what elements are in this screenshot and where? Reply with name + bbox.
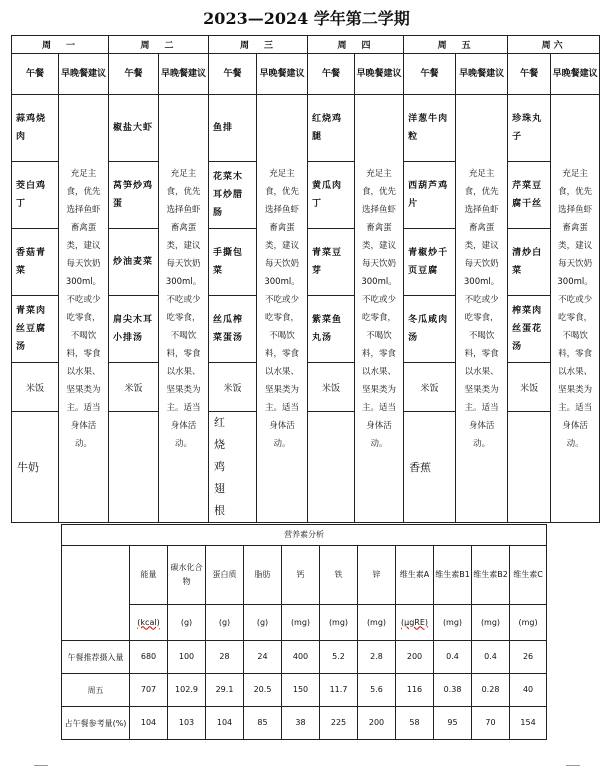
value-cell: 95 (434, 707, 472, 740)
dish-cell: 青菜豆芽 (308, 229, 355, 296)
value-cell: 28 (206, 641, 244, 674)
unit-cell (130, 605, 168, 641)
dish-cell: 蒜鸡烧肉 (12, 95, 59, 162)
nutrition-row (62, 674, 547, 707)
dish-cell: 芹菜豆腐干丝 (508, 162, 551, 229)
nutrition-caption-row (62, 525, 547, 546)
dish-cell: 鱼排 (209, 95, 257, 162)
value-cell: 70 (472, 707, 510, 740)
advice-cell: 充足主食，优先选择鱼虾畜禽蛋类，建议每天饮奶300ml。不吃或少吃零食，不喝饮料，零食以水果、坚果类为主。适当身体活动。 (257, 95, 308, 523)
unit-cell: (g) (244, 605, 282, 641)
value-cell: 116 (396, 674, 434, 707)
advice-cell: 充足主食，优先选择鱼虾畜禽蛋类，建议每天饮奶300ml。不吃或少吃零食，不喝饮料，零食以水果、坚果类为主。适当身体活动。 (355, 95, 404, 523)
unit-text: (μgRE) (400, 617, 429, 627)
dish-cell: 椒盐大虾 (109, 95, 159, 162)
unit-cell: (mg) (282, 605, 320, 641)
value-cell: 26 (510, 641, 547, 674)
value-cell: 0.4 (472, 641, 510, 674)
lunch-header: 午餐 (209, 54, 257, 95)
value-cell: 11.7 (320, 674, 358, 707)
extra-cell (308, 412, 355, 523)
day-header: 周 三 (209, 36, 308, 54)
value-cell: 154 (510, 707, 547, 740)
dish-cell: 丝瓜榨菜蛋汤 (209, 296, 257, 363)
advice-cell: 充足主食，优先选择鱼虾畜禽蛋类，建议每天饮奶300ml。不吃或少吃零食，不喝饮料，零食以水果、坚果类为主。适当身体活动。 (551, 95, 600, 523)
sub-header-row (12, 54, 600, 95)
value-cell: 680 (130, 641, 168, 674)
dish-cell: 青菜肉丝豆腐汤 (12, 296, 59, 363)
unit-cell: (mg) (320, 605, 358, 641)
nutrition-table (61, 524, 547, 740)
value-cell: 29.1 (206, 674, 244, 707)
value-cell: 85 (244, 707, 282, 740)
day-header-row (12, 36, 600, 54)
nutrition-caption: 营养素分析 (62, 525, 547, 546)
value-cell: 0.4 (434, 641, 472, 674)
value-cell: 400 (282, 641, 320, 674)
dish-cell: 香菇青菜 (12, 229, 59, 296)
page-corner-mark (566, 765, 580, 774)
nutrient-header: 维生素A (396, 546, 434, 605)
nutrient-header: 维生素C (510, 546, 547, 605)
nutrient-header: 碳水化合物 (168, 546, 206, 605)
dish-row (12, 95, 600, 162)
value-cell: 104 (130, 707, 168, 740)
value-cell: 0.28 (472, 674, 510, 707)
day-header: 周 五 (404, 36, 508, 54)
dish-cell: 黄瓜肉丁 (308, 162, 355, 229)
nutrient-header: 蛋白质 (206, 546, 244, 605)
dish-cell: 青椒炒千页豆腐 (404, 229, 456, 296)
value-cell: 225 (320, 707, 358, 740)
value-cell: 58 (396, 707, 434, 740)
extra-cell: 牛奶 (12, 412, 59, 523)
unit-cell: (mg) (510, 605, 547, 641)
day-header: 周 二 (109, 36, 209, 54)
value-cell: 0.38 (434, 674, 472, 707)
value-cell: 20.5 (244, 674, 282, 707)
nutrient-header: 锌 (358, 546, 396, 605)
value-cell: 24 (244, 641, 282, 674)
day-header: 周 一 (12, 36, 109, 54)
page-corner-mark (34, 765, 48, 774)
nutrient-header: 维生素B1 (434, 546, 472, 605)
unit-cell: (mg) (358, 605, 396, 641)
rice-cell: 米饭 (508, 363, 551, 412)
advice-header: 早晚餐建议 (159, 54, 209, 95)
value-cell: 104 (206, 707, 244, 740)
lunch-header: 午餐 (109, 54, 159, 95)
nutrient-header: 维生素B2 (472, 546, 510, 605)
nutrition-row (62, 707, 547, 740)
dish-cell: 红烧鸡腿 (308, 95, 355, 162)
dish-cell: 洋葱牛肉粒 (404, 95, 456, 162)
advice-cell: 充足主食，优先选择鱼虾畜禽蛋类，建议每天饮奶300ml。不吃或少吃零食，不喝饮料，零食以水果、坚果类为主。适当身体活动。 (159, 95, 209, 523)
lunch-header: 午餐 (508, 54, 551, 95)
value-cell: 707 (130, 674, 168, 707)
unit-cell: (g) (206, 605, 244, 641)
dish-cell: 冬瓜咸肉汤 (404, 296, 456, 363)
dish-cell: 珍珠丸子 (508, 95, 551, 162)
nutrient-header: 脂肪 (244, 546, 282, 605)
dish-cell: 莴笋炒鸡蛋 (109, 162, 159, 229)
lunch-header: 午餐 (308, 54, 355, 95)
dish-cell: 手撕包菜 (209, 229, 257, 296)
value-cell: 200 (396, 641, 434, 674)
page-title: 2023—2024 学年第二学期 (203, 9, 410, 28)
rice-cell: 米饭 (308, 363, 355, 412)
advice-header: 早晚餐建议 (551, 54, 600, 95)
value-cell: 2.8 (358, 641, 396, 674)
dish-cell: 清炒白菜 (508, 229, 551, 296)
day-header: 周 四 (308, 36, 404, 54)
value-cell: 102.9 (168, 674, 206, 707)
rice-cell: 米饭 (109, 363, 159, 412)
nutrient-header-row (62, 546, 547, 605)
lunch-header: 午餐 (12, 54, 59, 95)
extra-cell: 香蕉 (404, 412, 456, 523)
dish-cell: 榨菜肉丝蛋花汤 (508, 296, 551, 363)
extra-cell (109, 412, 159, 523)
unit-text: (kcal) (137, 617, 160, 627)
value-cell: 5.6 (358, 674, 396, 707)
row-label: 占午餐参考量(%) (62, 707, 130, 740)
value-cell: 40 (510, 674, 547, 707)
dish-cell: 炒油麦菜 (109, 229, 159, 296)
unit-cell: (g) (168, 605, 206, 641)
dish-cell: 花菜木耳炒腊肠 (209, 162, 257, 229)
extra-cell (508, 412, 551, 523)
row-label: 午餐推荐摄入量 (62, 641, 130, 674)
value-cell: 5.2 (320, 641, 358, 674)
value-cell: 103 (168, 707, 206, 740)
unit-row (62, 605, 547, 641)
advice-header: 早晚餐建议 (456, 54, 508, 95)
dish-cell: 紫菜鱼丸汤 (308, 296, 355, 363)
rice-cell: 米饭 (209, 363, 257, 412)
dish-cell: 肩尖木耳小排汤 (109, 296, 159, 363)
advice-header: 早晚餐建议 (355, 54, 404, 95)
rice-cell: 米饭 (12, 363, 59, 412)
dish-cell: 茭白鸡丁 (12, 162, 59, 229)
value-cell: 150 (282, 674, 320, 707)
blank-corner-cell (62, 546, 130, 641)
unit-cell (396, 605, 434, 641)
weekly-menu-table (11, 35, 600, 523)
advice-cell: 充足主食，优先选择鱼虾畜禽蛋类，建议每天饮奶300ml。不吃或少吃零食，不喝饮料，零食以水果、坚果类为主。适当身体活动。 (59, 95, 109, 523)
lunch-header: 午餐 (404, 54, 456, 95)
advice-header: 早晚餐建议 (59, 54, 109, 95)
row-label: 周五 (62, 674, 130, 707)
unit-cell: (mg) (434, 605, 472, 641)
extra-cell: 红烧鸡翅根 (209, 412, 257, 523)
unit-cell: (mg) (472, 605, 510, 641)
value-cell: 200 (358, 707, 396, 740)
nutrition-row (62, 641, 547, 674)
nutrient-header: 钙 (282, 546, 320, 605)
advice-header: 早晚餐建议 (257, 54, 308, 95)
dish-cell: 西葫芦鸡片 (404, 162, 456, 229)
day-header: 周六 (508, 36, 600, 54)
nutrient-header: 铁 (320, 546, 358, 605)
advice-cell: 充足主食，优先选择鱼虾畜禽蛋类，建议每天饮奶300ml。不吃或少吃零食，不喝饮料，零食以水果、坚果类为主。适当身体活动。 (456, 95, 508, 523)
nutrient-header: 能量 (130, 546, 168, 605)
value-cell: 100 (168, 641, 206, 674)
rice-cell: 米饭 (404, 363, 456, 412)
value-cell: 38 (282, 707, 320, 740)
